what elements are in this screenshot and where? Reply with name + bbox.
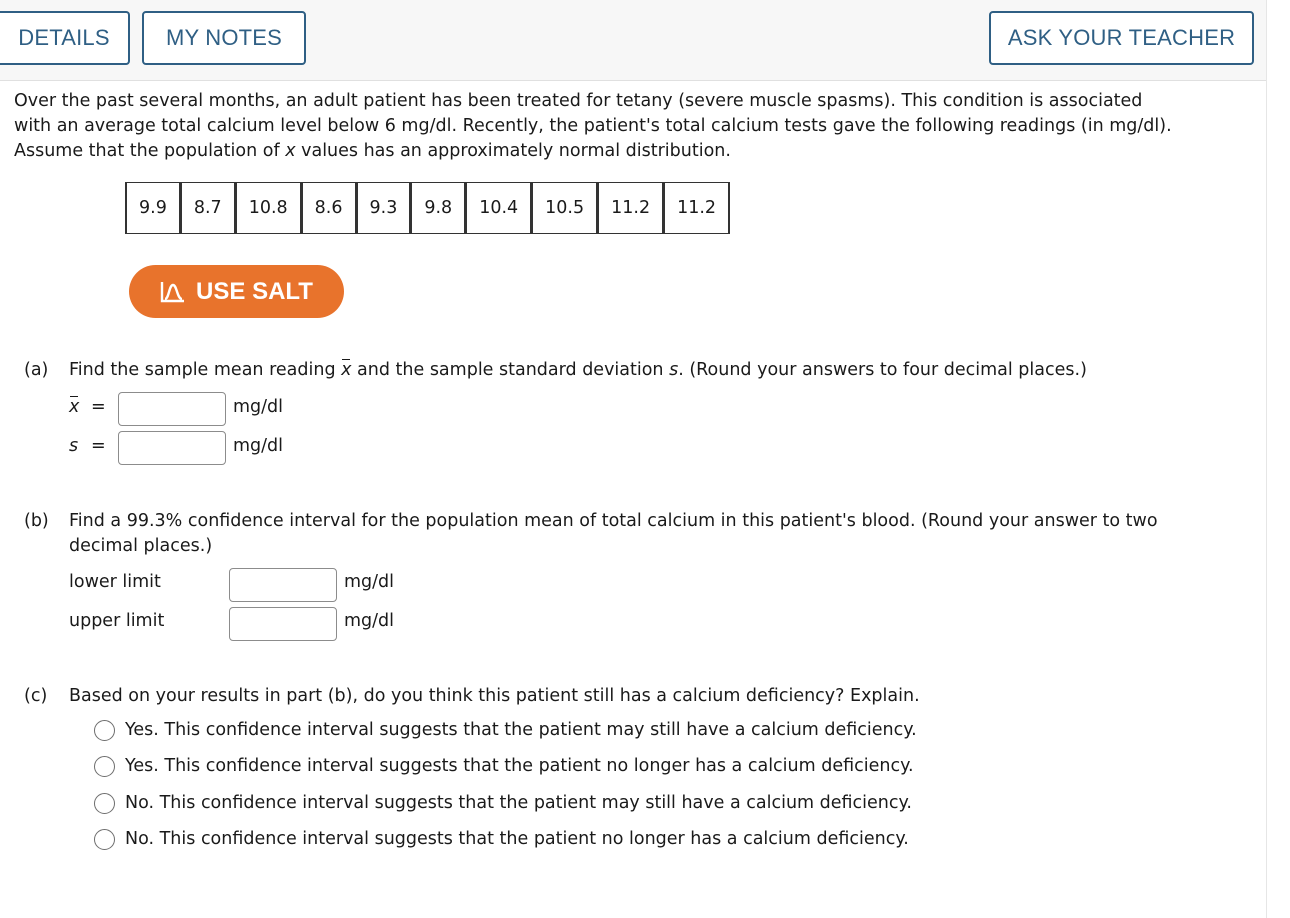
lower-limit-unit: mg/dl: [344, 572, 395, 592]
option-2-label[interactable]: Yes. This confidence interval suggests that the patient no longer has a calcium deficiency.: [125, 756, 914, 776]
readings-table: [125, 182, 730, 234]
radio-option-3[interactable]: [94, 793, 115, 814]
reading-cell: 8.7: [181, 182, 236, 234]
salt-chart-icon: [160, 280, 186, 304]
use-salt-button[interactable]: [129, 265, 344, 318]
ask-your-teacher-button[interactable]: ASK YOUR TEACHER: [989, 11, 1254, 65]
radio-option-1[interactable]: [94, 720, 115, 741]
table-row: [125, 182, 730, 234]
xbar-unit: mg/dl: [233, 397, 284, 417]
details-button[interactable]: DETAILS: [0, 11, 130, 65]
option-3-label[interactable]: No. This confidence interval suggests that the patient may still have a calcium deficiency.: [125, 793, 912, 813]
part-c-tag: (c): [24, 686, 48, 706]
upper-limit-input[interactable]: [229, 607, 337, 641]
s-unit: mg/dl: [233, 436, 284, 456]
reading-cell: 10.5: [532, 182, 598, 234]
intro-line-1: Over the past several months, an adult patient has been treated for tetany (severe muscle spasms). This condition is associated: [14, 91, 1143, 111]
lower-limit-label: lower limit: [69, 572, 161, 592]
part-a-tag: (a): [24, 360, 49, 380]
reading-cell: 10.4: [466, 182, 532, 234]
intro-line-3: Assume that the population of x values has an approximately normal distribution.: [14, 141, 731, 161]
x-variable: x: [285, 141, 296, 161]
upper-limit-label: upper limit: [69, 611, 165, 631]
use-salt-label: USE SALT: [196, 277, 313, 305]
radio-option-4[interactable]: [94, 829, 115, 850]
s-input[interactable]: [118, 431, 226, 465]
right-border: [1266, 0, 1267, 918]
lower-limit-input[interactable]: [229, 568, 337, 602]
part-c-question: Based on your results in part (b), do you think this patient still has a calcium deficiency? Explain.: [69, 686, 920, 706]
x-bar-symbol: x: [341, 358, 351, 383]
radio-option-2[interactable]: [94, 756, 115, 777]
xbar-input[interactable]: [118, 392, 226, 426]
my-notes-button[interactable]: MY NOTES: [142, 11, 306, 65]
upper-limit-unit: mg/dl: [344, 611, 395, 631]
reading-cell: 9.9: [125, 182, 181, 234]
part-a-question: Find the sample mean reading x and the sample standard deviation s. (Round your answers to four decimal places.): [69, 358, 1087, 383]
reading-cell: 9.8: [411, 182, 466, 234]
question-intro: [14, 89, 1172, 164]
xbar-equals: =: [91, 397, 106, 417]
xbar-label: x: [69, 395, 79, 420]
reading-cell: 9.3: [357, 182, 412, 234]
reading-cell: 8.6: [302, 182, 357, 234]
question-header: [0, 0, 1266, 81]
part-b-tag: (b): [24, 511, 49, 531]
part-b-question: Find a 99.3% confidence interval for the population mean of total calcium in this patient's blood. (Round your answer to two decimal places.): [69, 511, 1158, 556]
reading-cell: 11.2: [664, 182, 730, 234]
option-4-label[interactable]: No. This confidence interval suggests that the patient no longer has a calcium deficiency.: [125, 829, 909, 849]
reading-cell: 11.2: [598, 182, 664, 234]
reading-cell: 10.8: [236, 182, 302, 234]
option-1-label[interactable]: Yes. This confidence interval suggests that the patient may still have a calcium deficiency.: [125, 720, 917, 740]
intro-line-2: with an average total calcium level below 6 mg/dl. Recently, the patient's total calcium tests gave the following readings (in mg/dl).: [14, 116, 1172, 136]
s-label: s: [69, 436, 79, 456]
s-equals: =: [91, 436, 106, 456]
